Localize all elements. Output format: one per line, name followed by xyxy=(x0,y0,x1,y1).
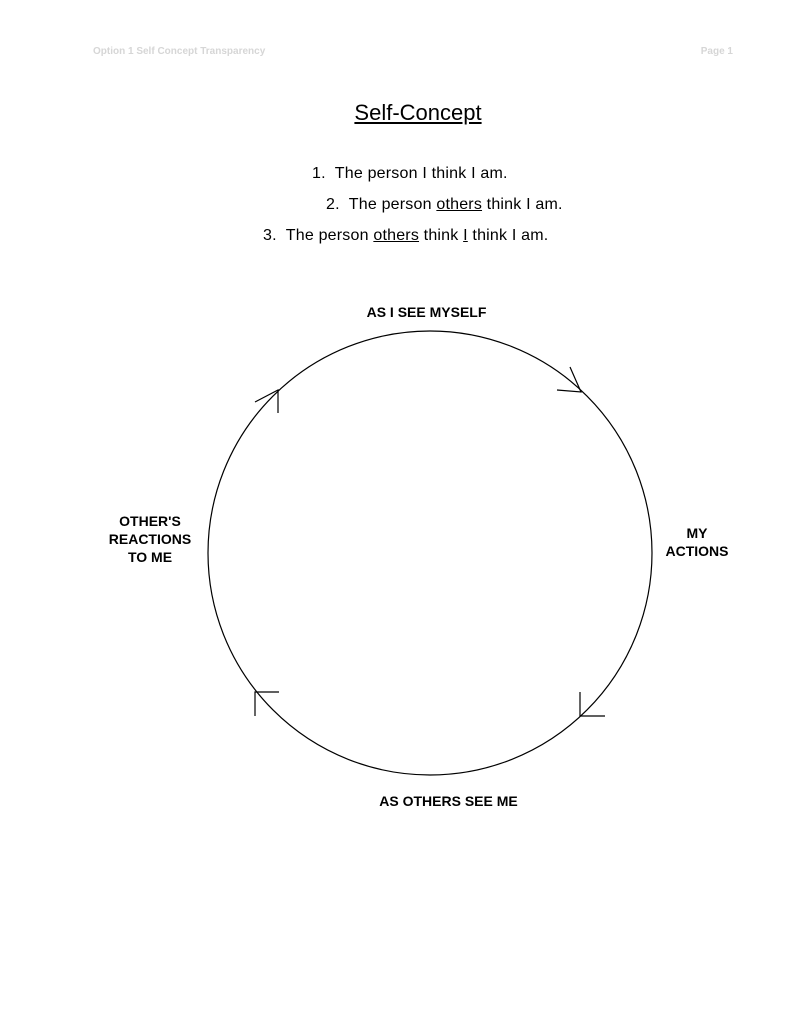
statement-3-number: 3. xyxy=(263,227,277,244)
arrow-top-left-icon xyxy=(255,390,278,413)
cycle-label-right-line-2: ACTIONS xyxy=(665,543,729,559)
statement-2-pre: The person xyxy=(348,196,437,213)
cycle-label-top: AS I SEE MYSELF xyxy=(366,304,487,320)
statement-2-post: think I am. xyxy=(482,196,563,213)
cycle-label-right-line-1: MY xyxy=(686,525,708,541)
page-number: Page 1 xyxy=(700,46,733,57)
statement-3-underlined-2: I xyxy=(463,227,468,244)
statement-1-number: 1. xyxy=(312,165,326,182)
cycle-label-right xyxy=(655,524,739,560)
cycle-label-left-line-1: OTHER'S xyxy=(119,513,181,529)
document-header-title: Option 1 Self Concept Transparency xyxy=(93,46,266,57)
cycle-label-left xyxy=(95,512,205,566)
page-title: Self-Concept xyxy=(354,100,482,125)
cycle-circle xyxy=(208,331,652,775)
statement-3-mid: think xyxy=(419,227,464,244)
statement-3-underlined-1: others xyxy=(373,227,420,244)
statement-1-text: The person I think I am. xyxy=(334,165,508,182)
cycle-label-left-line-2: REACTIONS xyxy=(108,531,192,547)
statement-3-pre: The person xyxy=(285,227,374,244)
statement-2-number: 2. xyxy=(326,196,340,213)
statement-2-underlined: others xyxy=(436,196,483,213)
cycle-label-bottom: AS OTHERS SEE ME xyxy=(379,793,518,809)
statement-3-post: think I am. xyxy=(467,227,549,244)
cycle-label-left-line-3: TO ME xyxy=(127,549,173,565)
